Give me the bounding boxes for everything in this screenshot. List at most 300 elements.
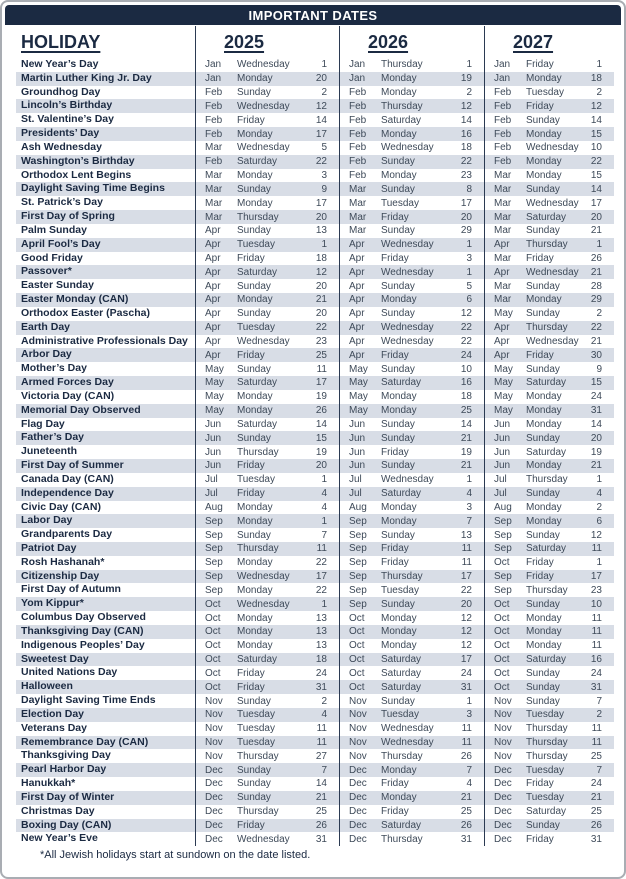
month-text: Nov xyxy=(349,736,367,748)
weekday-text: Monday xyxy=(381,405,417,417)
month-text: Jul xyxy=(205,488,218,500)
month-text: Apr xyxy=(349,335,365,347)
month-text: Feb xyxy=(205,100,223,112)
holiday-name: Juneteenth xyxy=(21,445,78,458)
month-text: Apr xyxy=(494,335,510,347)
month-text: Dec xyxy=(494,819,512,831)
month-text: Dec xyxy=(205,819,223,831)
month-text: Apr xyxy=(349,294,365,306)
month-text: Oct xyxy=(205,626,221,638)
month-text: Dec xyxy=(494,764,512,776)
year-date-cell xyxy=(339,307,484,321)
year-date-cell xyxy=(484,307,614,321)
year-date-cell xyxy=(339,722,484,736)
day-number: 20 xyxy=(460,598,472,610)
weekday-text: Tuesday xyxy=(526,87,564,99)
month-text: Dec xyxy=(349,806,367,818)
weekday-text: Thursday xyxy=(526,474,568,486)
day-number: 22 xyxy=(460,156,472,168)
weekday-text: Sunday xyxy=(526,681,560,693)
year-date-cell xyxy=(339,279,484,293)
holiday-name: Armed Forces Day xyxy=(21,376,114,389)
month-text: Apr xyxy=(494,349,510,361)
month-text: Jul xyxy=(349,488,362,500)
day-number: 1 xyxy=(321,515,327,527)
year-date-cell xyxy=(339,570,484,584)
weekday-text: Monday xyxy=(237,294,273,306)
month-text: Sep xyxy=(349,584,367,596)
month-text: Mar xyxy=(494,211,512,223)
holiday-name: Labor Day xyxy=(21,514,73,527)
day-number: 20 xyxy=(315,211,327,223)
weekday-text: Friday xyxy=(526,59,554,71)
holiday-name: Thanksgiving Day (CAN) xyxy=(21,624,144,637)
month-text: Aug xyxy=(494,501,512,513)
page-title: IMPORTANT DATES xyxy=(248,7,378,23)
day-number: 18 xyxy=(590,73,602,85)
table-row xyxy=(16,459,614,473)
holiday-name: Good Friday xyxy=(21,251,83,264)
weekday-text: Monday xyxy=(526,612,562,624)
month-text: Feb xyxy=(205,114,223,126)
year-date-cell xyxy=(339,459,484,473)
day-number: 25 xyxy=(460,806,472,818)
day-number: 16 xyxy=(590,654,602,666)
day-number: 17 xyxy=(590,571,602,583)
weekday-text: Friday xyxy=(237,667,265,679)
weekday-text: Saturday xyxy=(526,543,567,555)
year-date-cell xyxy=(195,404,339,418)
table-row xyxy=(16,196,614,210)
month-text: Jul xyxy=(494,488,507,500)
year-2026-header-text: 2026 xyxy=(368,31,409,52)
month-text: May xyxy=(349,405,368,417)
month-text: Sep xyxy=(494,584,512,596)
year-date-cell xyxy=(195,556,339,570)
weekday-text: Friday xyxy=(526,833,554,845)
year-date-cell xyxy=(195,99,339,113)
weekday-text: Sunday xyxy=(381,308,415,320)
year-date-cell xyxy=(195,459,339,473)
month-text: Sep xyxy=(349,557,367,569)
month-text: Dec xyxy=(349,764,367,776)
day-number: 4 xyxy=(466,488,472,500)
month-text: Jul xyxy=(349,474,362,486)
weekday-text: Wednesday xyxy=(526,335,579,347)
month-text: Feb xyxy=(349,142,367,154)
month-text: Mar xyxy=(205,142,223,154)
month-text: Jan xyxy=(349,73,366,85)
weekday-text: Friday xyxy=(237,819,265,831)
year-date-cell xyxy=(195,390,339,404)
holiday-name: Independence Day xyxy=(21,486,114,499)
day-number: 7 xyxy=(466,764,472,776)
holiday-name: Canada Day (CAN) xyxy=(21,472,114,485)
month-text: Oct xyxy=(349,654,365,666)
day-number: 27 xyxy=(315,750,327,762)
weekday-text: Sunday xyxy=(381,363,415,375)
day-number: 11 xyxy=(591,640,602,652)
day-number: 12 xyxy=(315,100,327,112)
weekday-text: Monday xyxy=(381,764,417,776)
year-date-cell xyxy=(195,653,339,667)
day-number: 14 xyxy=(590,418,602,430)
year-date-cell xyxy=(339,445,484,459)
weekday-text: Monday xyxy=(526,391,562,403)
day-number: 11 xyxy=(461,543,472,555)
holiday-name: Washington’s Birthday xyxy=(21,154,135,167)
holiday-name: Pearl Harbor Day xyxy=(21,763,107,776)
month-text: Feb xyxy=(349,156,367,168)
day-number: 12 xyxy=(460,640,472,652)
day-number: 25 xyxy=(590,750,602,762)
weekday-text: Sunday xyxy=(526,432,560,444)
day-number: 7 xyxy=(321,529,327,541)
weekday-text: Monday xyxy=(237,197,273,209)
day-number: 25 xyxy=(315,349,327,361)
weekday-text: Monday xyxy=(237,557,273,569)
year-date-cell xyxy=(484,528,614,542)
year-date-cell xyxy=(195,487,339,501)
table-row xyxy=(16,653,614,667)
weekday-text: Monday xyxy=(381,792,417,804)
year-date-cell xyxy=(484,418,614,432)
weekday-text: Monday xyxy=(526,640,562,652)
year-date-cell xyxy=(195,169,339,183)
year-date-cell xyxy=(484,99,614,113)
weekday-text: Tuesday xyxy=(526,792,564,804)
day-number: 1 xyxy=(466,695,472,707)
table-row xyxy=(16,514,614,528)
weekday-text: Friday xyxy=(237,114,265,126)
year-date-cell xyxy=(484,293,614,307)
holiday-name: Election Day xyxy=(21,707,85,720)
day-number: 4 xyxy=(321,501,327,513)
year-date-cell xyxy=(195,321,339,335)
day-number: 24 xyxy=(460,667,472,679)
weekday-text: Monday xyxy=(526,73,562,85)
weekday-text: Sunday xyxy=(381,156,415,168)
day-number: 12 xyxy=(460,612,472,624)
month-text: Apr xyxy=(349,266,365,278)
day-number: 22 xyxy=(315,557,327,569)
weekday-text: Saturday xyxy=(381,377,422,389)
table-row xyxy=(16,445,614,459)
year-date-cell xyxy=(195,805,339,819)
holiday-name: First Day of Autumn xyxy=(21,583,121,596)
day-number: 7 xyxy=(321,764,327,776)
month-text: Sep xyxy=(349,515,367,527)
month-text: May xyxy=(349,377,368,389)
month-text: Nov xyxy=(349,723,367,735)
weekday-text: Sunday xyxy=(526,598,560,610)
day-number: 11 xyxy=(591,626,602,638)
month-text: Oct xyxy=(494,640,510,652)
month-text: Sep xyxy=(349,529,367,541)
table-row xyxy=(16,819,614,833)
year-date-cell xyxy=(339,86,484,100)
weekday-text: Sunday xyxy=(237,280,271,292)
year-date-cell xyxy=(195,542,339,556)
month-text: Sep xyxy=(494,529,512,541)
month-text: Mar xyxy=(494,253,512,264)
day-number: 4 xyxy=(596,488,602,500)
year-date-cell xyxy=(195,86,339,100)
month-text: Dec xyxy=(205,778,223,790)
month-text: Feb xyxy=(349,87,367,99)
month-text: Dec xyxy=(205,764,223,776)
year-date-cell xyxy=(484,376,614,390)
day-number: 17 xyxy=(460,654,472,666)
day-number: 22 xyxy=(460,322,472,334)
weekday-text: Thursday xyxy=(381,750,423,762)
year-date-cell xyxy=(339,611,484,625)
year-date-cell xyxy=(339,321,484,335)
table-row xyxy=(16,473,614,487)
holiday-name: Father’s Day xyxy=(21,431,85,444)
day-number: 25 xyxy=(460,405,472,417)
day-number: 3 xyxy=(321,170,327,182)
day-number: 14 xyxy=(590,183,602,195)
weekday-text: Friday xyxy=(237,488,265,500)
year-date-cell xyxy=(339,127,484,141)
year-date-cell xyxy=(195,238,339,252)
weekday-text: Friday xyxy=(237,460,265,472)
year-date-cell xyxy=(484,832,614,846)
month-text: Sep xyxy=(494,543,512,555)
weekday-text: Monday xyxy=(237,612,273,624)
day-number: 3 xyxy=(466,501,472,513)
day-number: 11 xyxy=(591,723,602,735)
year-date-cell xyxy=(195,182,339,196)
day-number: 21 xyxy=(315,792,327,804)
year-date-cell xyxy=(339,376,484,390)
year-date-cell xyxy=(339,501,484,515)
day-number: 11 xyxy=(316,736,327,748)
month-text: Nov xyxy=(205,736,223,748)
year-date-cell xyxy=(484,653,614,667)
weekday-text: Friday xyxy=(526,571,554,583)
day-number: 20 xyxy=(315,460,327,472)
weekday-text: Monday xyxy=(526,405,562,417)
month-text: Apr xyxy=(205,253,221,264)
month-text: Feb xyxy=(494,156,512,168)
weekday-text: Monday xyxy=(526,460,562,472)
day-number: 11 xyxy=(591,736,602,748)
holiday-name: Veterans Day xyxy=(21,721,87,734)
month-text: Apr xyxy=(349,253,365,264)
column-header-2026 xyxy=(339,26,484,58)
weekday-text: Tuesday xyxy=(381,197,419,209)
month-text: Apr xyxy=(349,322,365,334)
year-date-cell xyxy=(195,777,339,791)
year-date-cell xyxy=(195,694,339,708)
holiday-name: Mother’s Day xyxy=(21,362,87,375)
month-text: Mar xyxy=(494,170,512,182)
day-number: 13 xyxy=(315,640,327,652)
day-number: 26 xyxy=(315,405,327,417)
weekday-text: Sunday xyxy=(381,460,415,472)
month-text: Apr xyxy=(205,239,221,251)
year-date-cell xyxy=(195,279,339,293)
year-date-cell xyxy=(339,625,484,639)
day-number: 18 xyxy=(460,142,472,154)
year-date-cell xyxy=(195,307,339,321)
day-number: 1 xyxy=(596,474,602,486)
month-text: Oct xyxy=(494,654,510,666)
holiday-name: Palm Sunday xyxy=(21,223,87,236)
month-text: Jul xyxy=(205,474,218,486)
weekday-text: Sunday xyxy=(526,308,560,320)
month-text: Dec xyxy=(494,778,512,790)
day-number: 12 xyxy=(460,626,472,638)
holiday-name: Passover* xyxy=(21,265,72,278)
year-date-cell xyxy=(484,597,614,611)
holiday-name: First Day of Summer xyxy=(21,459,124,472)
year-date-cell xyxy=(339,736,484,750)
month-text: Jun xyxy=(349,432,366,444)
weekday-text: Thursday xyxy=(237,806,279,818)
weekday-text: Sunday xyxy=(381,183,415,195)
year-date-cell xyxy=(484,155,614,169)
weekday-text: Sunday xyxy=(237,308,271,320)
month-text: Nov xyxy=(349,750,367,762)
year-date-cell xyxy=(195,72,339,86)
month-text: Feb xyxy=(349,100,367,112)
day-number: 31 xyxy=(590,681,602,693)
month-text: Jun xyxy=(494,418,511,430)
year-date-cell xyxy=(484,348,614,362)
month-text: Jun xyxy=(205,446,222,458)
month-text: Dec xyxy=(349,833,367,845)
year-date-cell xyxy=(484,169,614,183)
table-row xyxy=(16,666,614,680)
holiday-name: Earth Day xyxy=(21,320,71,333)
month-text: Jun xyxy=(349,418,366,430)
year-date-cell xyxy=(484,321,614,335)
month-text: Dec xyxy=(494,833,512,845)
day-number: 24 xyxy=(460,349,472,361)
year-date-cell xyxy=(484,445,614,459)
weekday-text: Monday xyxy=(526,128,562,140)
year-date-cell xyxy=(484,680,614,694)
weekday-text: Friday xyxy=(237,681,265,693)
table-row xyxy=(16,335,614,349)
weekday-text: Monday xyxy=(237,640,273,652)
day-number: 23 xyxy=(590,584,602,596)
weekday-text: Thursday xyxy=(237,211,279,223)
month-text: Oct xyxy=(205,640,221,652)
month-text: Oct xyxy=(494,667,510,679)
day-number: 1 xyxy=(321,59,327,71)
day-number: 4 xyxy=(466,778,472,790)
day-number: 21 xyxy=(460,792,472,804)
month-text: Mar xyxy=(205,211,223,223)
weekday-text: Monday xyxy=(526,294,562,306)
holiday-name: Christmas Day xyxy=(21,804,95,817)
day-number: 17 xyxy=(315,377,327,389)
month-text: Sep xyxy=(205,515,223,527)
year-date-cell xyxy=(195,58,339,72)
weekday-text: Saturday xyxy=(237,377,278,389)
day-number: 10 xyxy=(460,363,472,375)
weekday-text: Sunday xyxy=(526,667,560,679)
table-row xyxy=(16,376,614,390)
month-text: Mar xyxy=(205,197,223,209)
weekday-text: Friday xyxy=(526,349,554,361)
day-number: 5 xyxy=(321,142,327,154)
day-number: 14 xyxy=(590,114,602,126)
weekday-text: Sunday xyxy=(526,280,560,292)
weekday-text: Saturday xyxy=(381,819,422,831)
weekday-text: Saturday xyxy=(526,446,567,458)
weekday-text: Sunday xyxy=(526,225,560,237)
year-date-cell xyxy=(484,431,614,445)
month-text: Sep xyxy=(205,557,223,569)
day-number: 21 xyxy=(590,460,602,472)
weekday-text: Wednesday xyxy=(526,266,579,278)
year-date-cell xyxy=(484,72,614,86)
year-date-cell xyxy=(484,625,614,639)
weekday-text: Tuesday xyxy=(381,709,419,721)
holiday-name: United Nations Day xyxy=(21,666,118,679)
year-date-cell xyxy=(484,224,614,238)
day-number: 11 xyxy=(316,723,327,735)
month-text: Oct xyxy=(205,654,221,666)
month-text: Feb xyxy=(205,128,223,140)
weekday-text: Monday xyxy=(381,501,417,513)
table-row xyxy=(16,749,614,763)
weekday-text: Sunday xyxy=(526,114,560,126)
month-text: Apr xyxy=(349,280,365,292)
table-row xyxy=(16,404,614,418)
year-date-cell xyxy=(195,348,339,362)
month-text: Apr xyxy=(205,308,221,320)
day-number: 13 xyxy=(315,626,327,638)
weekday-text: Sunday xyxy=(237,792,271,804)
jewish-holidays-footnote: *All Jewish holidays start at sundown on the date listed. xyxy=(40,849,311,861)
year-date-cell xyxy=(484,404,614,418)
weekday-text: Friday xyxy=(381,543,409,555)
month-text: Sep xyxy=(205,571,223,583)
year-date-cell xyxy=(339,113,484,127)
table-row xyxy=(16,625,614,639)
table-row xyxy=(16,321,614,335)
year-date-cell xyxy=(484,141,614,155)
day-number: 21 xyxy=(460,460,472,472)
day-number: 15 xyxy=(315,432,327,444)
weekday-text: Monday xyxy=(381,612,417,624)
day-number: 2 xyxy=(596,501,602,513)
year-date-cell xyxy=(484,749,614,763)
year-date-cell xyxy=(339,431,484,445)
weekday-text: Wednesday xyxy=(237,833,290,845)
weekday-text: Tuesday xyxy=(237,239,275,251)
month-text: Mar xyxy=(205,170,223,182)
table-row xyxy=(16,680,614,694)
day-number: 19 xyxy=(460,73,472,85)
holiday-name: St. Valentine’s Day xyxy=(21,113,114,126)
weekday-text: Friday xyxy=(381,349,409,361)
month-text: Oct xyxy=(494,612,510,624)
holiday-name: Hanukkah* xyxy=(21,777,76,790)
month-text: Jun xyxy=(494,432,511,444)
month-text: Jun xyxy=(494,460,511,472)
day-number: 12 xyxy=(460,308,472,320)
weekday-text: Tuesday xyxy=(526,709,564,721)
year-date-cell xyxy=(195,832,339,846)
holiday-name: Rosh Hashanah* xyxy=(21,555,105,568)
